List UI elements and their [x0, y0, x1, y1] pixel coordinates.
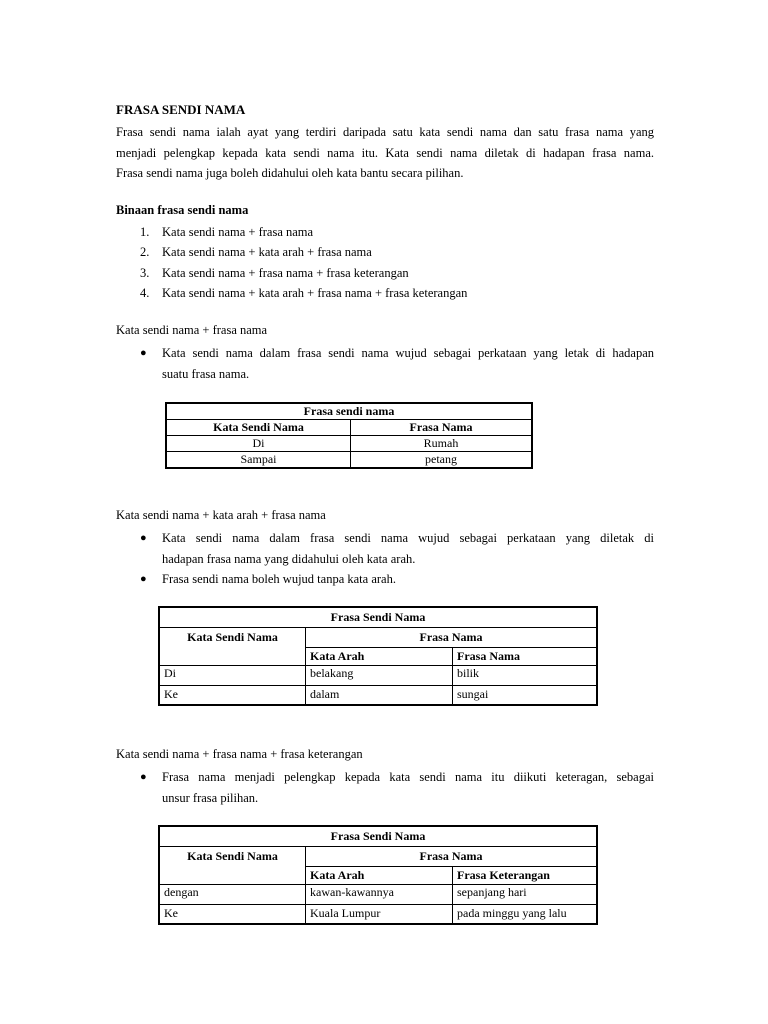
table-header: Frasa Nama: [351, 420, 533, 436]
intro-line: Frasa sendi nama juga boleh didahului oleh kata bantu secara pilihan.: [116, 166, 464, 180]
table-header: Kata Sendi Nama: [159, 627, 306, 665]
table-cell: petang: [351, 452, 533, 469]
table-frasa-sendi-nama-1: [165, 402, 533, 469]
table-header: Frasa Nama: [306, 627, 598, 647]
intro-paragraph: [116, 122, 654, 184]
table-cell: Kuala Lumpur: [306, 904, 453, 924]
table-header: Kata Sendi Nama: [166, 420, 351, 436]
bullet-icon: ●: [140, 532, 147, 544]
section2-heading: Kata sendi nama + kata arah + frasa nama: [116, 508, 326, 522]
page-title: FRASA SENDI NAMA: [116, 102, 246, 117]
table-header: Kata Sendi Nama: [159, 846, 306, 884]
table-cell: Ke: [159, 685, 306, 705]
intro-line: Frasa sendi nama ialah ayat yang terdiri daripada satu kata sendi nama dan satu frasa nama yang: [116, 125, 654, 139]
document-page: FRASA SENDI NAMA Frasa sendi nama ialah ayat yang terdiri daripada satu kata sendi nama dan satu frasa nama yang menjadi pelengkap kepada kata sendi nama itu. Kata sendi nama diletak di hadapan frasa nama. Frasa sendi nama juga boleh didahului oleh kata bantu secara pilihan. Binaan frasa sendi nama 1. Kata sendi nama + frasa nama 2. Kata sendi nama + kata arah + frasa nama 3. Kata sendi nama + frasa nama + frasa keterangan 4. Kata sendi nama + kata arah + frasa nama + frasa keterangan Kata sendi nama + frasa nama ● Kata sendi nama dalam frasa sendi nama wujud sebagai perkataan yang letak di hadapan suatu frasa nama. Frasa sendi nama Kata Sendi Nama Frasa Nama Di Rumah Sampai petang Kata sendi nama + kata arah + frasa nama ● Kata sendi nama dalam frasa sendi nama wujud sebagai perkataan yang diletak di hadapan frasa nama yang didahului oleh kata arah. ● Frasa sendi nama boleh wujud tanpa kata arah. Frasa Sendi Nama Kata Sendi Nama Frasa Nama Kata Arah Frasa Nama Di belakang bilik Ke dalam sungai Kata sendi nama + frasa nama + frasa keterangan ● Frasa nama menjadi pelengkap kepada kata sendi nama itu diikuti keteragan, sebagai unsur frasa pilihan. Frasa Sendi Nama Kata Sendi Nama Frasa Nama Kata Arah Frasa Keterangan dengan kawan-kawannya sepanjang hari Ke Kuala Lumpur pada minggu yang lalu: [0, 0, 768, 1024]
table-subheader: Kata Arah: [306, 647, 453, 665]
table-cell: Di: [159, 665, 306, 685]
table-cell: sungai: [453, 685, 598, 705]
list-item: 3. Kata sendi nama + frasa nama + frasa keterangan: [140, 265, 409, 280]
table-cell: kawan-kawannya: [306, 884, 453, 904]
list-item: 2. Kata sendi nama + kata arah + frasa nama: [140, 245, 372, 260]
bullet-icon: ●: [140, 347, 147, 359]
table-cell: Rumah: [351, 436, 533, 452]
table-cell: Sampai: [166, 452, 351, 469]
table-cell: dengan: [159, 884, 306, 904]
table-title: Frasa sendi nama: [166, 403, 532, 420]
table-title: Frasa Sendi Nama: [159, 607, 597, 627]
table-cell: Ke: [159, 904, 306, 924]
table-cell: Di: [166, 436, 351, 452]
table-subheader: Frasa Keterangan: [453, 866, 598, 884]
table-frasa-sendi-nama-2: [158, 606, 598, 706]
section1-heading: Kata sendi nama + frasa nama: [116, 323, 268, 337]
table-header: Frasa Nama: [306, 846, 598, 866]
table-subheader: Kata Arah: [306, 866, 453, 884]
binaan-heading: Binaan frasa sendi nama: [116, 203, 249, 217]
list-item: 4. Kata sendi nama + kata arah + frasa nama + frasa keterangan: [140, 286, 468, 301]
table-cell: sepanjang hari: [453, 884, 598, 904]
table-cell: belakang: [306, 665, 453, 685]
table-subheader: Frasa Nama: [453, 647, 598, 665]
intro-line: menjadi pelengkap kepada kata sendi nama itu. Kata sendi nama diletak di hadapan frasa nama.: [116, 145, 654, 160]
list-item: 1. Kata sendi nama + frasa nama: [140, 225, 314, 239]
binaan-list: [140, 222, 467, 304]
table-title: Frasa Sendi Nama: [159, 826, 597, 846]
bullet-icon: ●: [140, 573, 147, 585]
table-frasa-sendi-nama-3: [158, 825, 598, 925]
table-cell: bilik: [453, 665, 598, 685]
bullet-icon: ●: [140, 771, 147, 783]
table-cell: pada minggu yang lalu: [453, 904, 598, 924]
table-cell: dalam: [306, 685, 453, 705]
section3-heading: Kata sendi nama + frasa nama + frasa keterangan: [116, 747, 363, 761]
